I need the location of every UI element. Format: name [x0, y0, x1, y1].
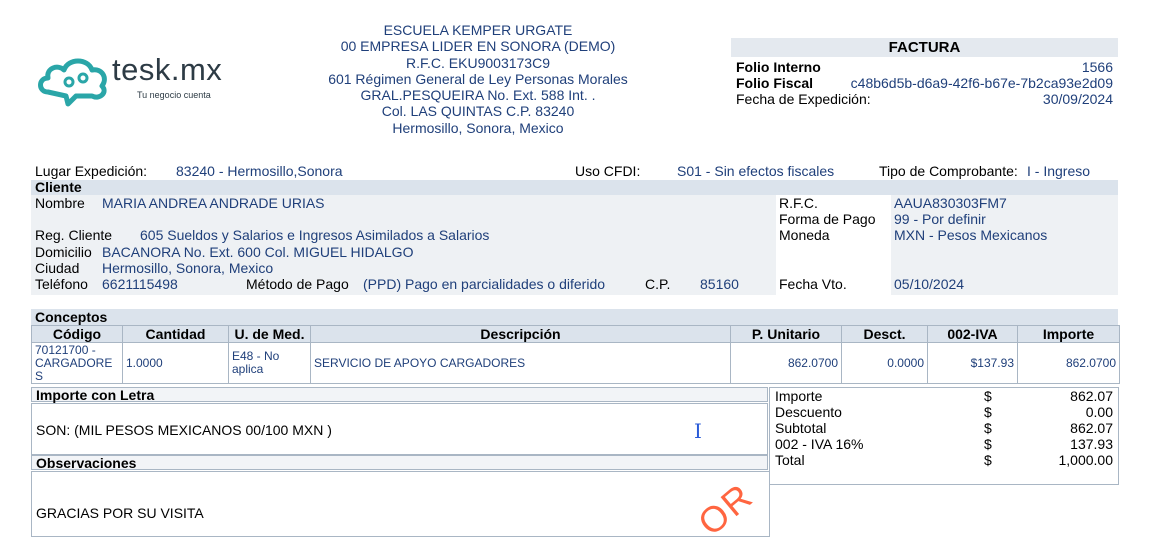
- lugar-expedicion-label: Lugar Expedición:: [35, 163, 148, 179]
- total-row: [770, 388, 1118, 404]
- total-label: 002 - IVA 16%: [775, 436, 864, 452]
- issuer-line: 00 EMPRESA LIDER EN SONORA (DEMO): [340, 38, 616, 55]
- ciudad-value: Hermosillo, Sonora, Mexico: [102, 260, 274, 276]
- issuer-block: [300, 22, 656, 136]
- ciudad-label: Ciudad: [35, 260, 80, 276]
- col-descuento: Desct.: [842, 326, 928, 343]
- folio-fiscal-label: Folio Fiscal: [736, 75, 814, 91]
- currency-sign: $: [984, 436, 992, 452]
- col-cantidad: Cantidad: [123, 326, 229, 343]
- fecha-expedicion-value: 30/09/2024: [1042, 91, 1113, 107]
- currency-sign: $: [984, 420, 992, 436]
- telefono-value: 6621115498: [102, 276, 178, 292]
- total-label: Importe: [775, 388, 823, 404]
- total-value: 862.07: [1070, 420, 1113, 436]
- total-value: 137.93: [1070, 436, 1113, 452]
- fecha-vto-value: 05/10/2024: [894, 276, 965, 292]
- moneda-value: MXN - Pesos Mexicanos: [894, 227, 1048, 243]
- cell-importe: 862.0700: [1018, 343, 1120, 384]
- currency-sign: $: [984, 404, 992, 420]
- domicilio-label: Domicilio: [35, 244, 92, 260]
- col-codigo: Código: [32, 326, 123, 343]
- nombre-value: MARIA ANDREA ANDRADE URIAS: [102, 195, 325, 211]
- cell-codigo: 70121700 - CARGADORE S: [32, 343, 123, 384]
- lugar-expedicion-value: 83240 - Hermosillo,Sonora: [176, 163, 343, 179]
- importe-letra-box: [31, 403, 768, 455]
- forma-pago-label: Forma de Pago: [779, 211, 876, 227]
- total-row: [770, 452, 1118, 468]
- col-iva: 002-IVA: [928, 326, 1018, 343]
- cell-cantidad: 1.0000: [123, 343, 229, 384]
- total-row: [770, 404, 1118, 420]
- text-cursor-icon: I: [694, 419, 702, 443]
- logo-wordmark: tesk.mx: [112, 52, 223, 87]
- folio-fiscal-value: c48b6d5b-d6a9-42f6-b67e-7b2ca93e2d09: [850, 75, 1113, 91]
- table-row: [32, 343, 1120, 384]
- col-importe: Importe: [1018, 326, 1120, 343]
- issuer-city: Hermosillo, Sonora, Mexico: [392, 119, 564, 136]
- issuer-name: ESCUELA KEMPER URGATE: [383, 22, 573, 38]
- issuer-colony: Col. LAS QUINTAS C.P. 83240: [381, 103, 575, 120]
- total-value: 862.07: [1070, 388, 1113, 404]
- folio-interno-value: 1566: [1081, 59, 1113, 75]
- total-label: Descuento: [775, 404, 842, 420]
- observaciones-box: [31, 471, 770, 537]
- conceptos-header: Conceptos: [31, 309, 1118, 325]
- logo-tagline: Tu negocio cuenta: [137, 90, 211, 100]
- col-unidad: U. de Med.: [229, 326, 311, 343]
- col-unitario: P. Unitario: [731, 326, 842, 343]
- domicilio-value: BACANORA No. Ext. 600 Col. MIGUEL HIDALGO: [102, 244, 414, 260]
- metodo-pago-value: (PPD) Pago en parcialidades o diferido: [363, 276, 606, 292]
- invoice-title: FACTURA: [731, 38, 1118, 57]
- observaciones-header: Observaciones: [31, 455, 768, 470]
- rfc-label: R.F.C.: [779, 195, 818, 211]
- reg-cliente-value: 605 Sueldos y Salarios e Ingresos Asimilados a Salarios: [140, 227, 490, 243]
- conceptos-table: [31, 325, 1120, 384]
- tesk-logo-cloud-icon: [36, 48, 116, 108]
- fecha-vto-label: Fecha Vto.: [779, 276, 847, 292]
- telefono-label: Teléfono: [35, 276, 88, 292]
- total-row: [770, 436, 1118, 452]
- currency-sign: $: [984, 452, 992, 468]
- cp-value: 85160: [700, 276, 739, 292]
- col-descripcion: Descripción: [311, 326, 731, 343]
- invoice-header-box: [731, 38, 1118, 107]
- totales-box: [769, 387, 1119, 485]
- uso-cfdi-value: S01 - Sin efectos fiscales: [677, 163, 835, 179]
- folio-interno-label: Folio Interno: [736, 59, 821, 75]
- cell-iva: $137.93: [928, 343, 1018, 384]
- fecha-expedicion-label: Fecha de Expedición:: [736, 91, 871, 107]
- total-label: Total: [775, 452, 805, 468]
- cp-label: C.P.: [645, 276, 671, 292]
- forma-pago-value: 99 - Por definir: [894, 211, 986, 227]
- importe-letra-header: Importe con Letra: [31, 387, 768, 402]
- cell-unidad: E48 - No aplica: [229, 343, 311, 384]
- cell-descuento: 0.0000: [842, 343, 928, 384]
- tipo-comprobante-label: Tipo de Comprobante:: [879, 163, 1018, 179]
- currency-sign: $: [984, 388, 992, 404]
- total-value: 0.00: [1085, 404, 1113, 420]
- total-row: [770, 420, 1118, 436]
- moneda-label: Moneda: [779, 227, 830, 243]
- total-label: Subtotal: [775, 420, 827, 436]
- reg-cliente-label: Reg. Cliente: [35, 227, 113, 243]
- cell-unitario: 862.0700: [731, 343, 842, 384]
- cliente-header: Cliente: [31, 180, 1118, 195]
- nombre-label: Nombre: [35, 195, 85, 211]
- uso-cfdi-label: Uso CFDI:: [575, 163, 641, 179]
- observaciones-text: GRACIAS POR SU VISITA: [36, 505, 204, 521]
- watermark-text: OR: [690, 474, 761, 544]
- table-header-row: [32, 326, 1120, 343]
- cell-descripcion: SERVICIO DE APOYO CARGADORES: [311, 343, 731, 384]
- tipo-comprobante-value: I - Ingreso: [1027, 163, 1091, 179]
- rfc-value: AAUA830303FM7: [894, 195, 1007, 211]
- importe-letra-text: SON: (MIL PESOS MEXICANOS 00/100 MXN ): [36, 422, 332, 438]
- metodo-pago-label: Método de Pago: [246, 276, 349, 292]
- issuer-street: GRAL.PESQUEIRA No. Ext. 588 Int. .: [360, 87, 596, 104]
- issuer-regime: 601 Régimen General de Ley Personas Morales: [328, 70, 628, 87]
- issuer-rfc: R.F.C. EKU9003173C9: [406, 54, 550, 71]
- total-value: 1,000.00: [1058, 452, 1113, 468]
